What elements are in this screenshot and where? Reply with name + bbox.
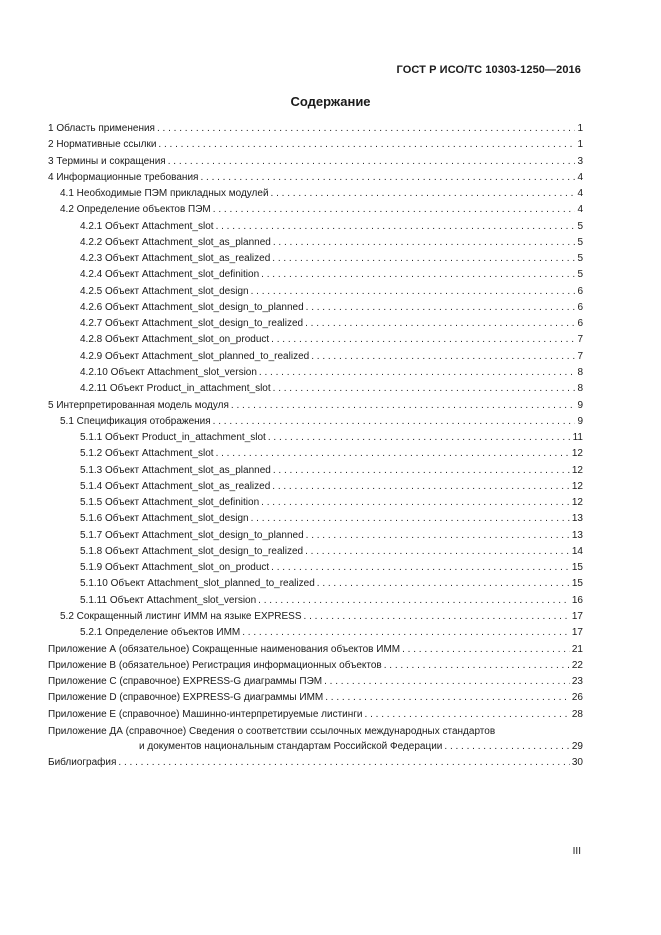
- toc-leader-dots: [118, 755, 569, 771]
- toc-leader-dots: [273, 381, 576, 397]
- toc-entry-label: Приложение В (обязательное) Регистрация информационных объектов: [48, 659, 382, 671]
- toc-leader-dots: [325, 690, 570, 706]
- toc-leader-dots: [258, 593, 570, 609]
- toc-entry-label: 4.2.7 Объект Attachment_slot_design_to_realized: [80, 318, 304, 330]
- toc-leader-dots: [158, 137, 575, 153]
- toc-entry-label: Приложение ДА (справочное) Сведения о соответствии ссылочных международных стандартов: [48, 725, 496, 737]
- toc-entry-label: 4.2.4 Объект Attachment_slot_definition: [80, 269, 260, 281]
- toc-entry-page: 6: [577, 301, 583, 313]
- toc-leader-dots: [306, 528, 570, 544]
- toc-entry-label: 5.1.8 Объект Attachment_slot_design_to_realized: [80, 545, 304, 557]
- toc-entry: [48, 674, 583, 690]
- toc-entry-label: 4.2.5 Объект Attachment_slot_design: [80, 285, 249, 297]
- toc-entry-page: 11: [572, 432, 583, 444]
- toc-entry: [48, 446, 583, 462]
- toc-entry-label-line2: и документов национальным стандартам Российской Федерации: [139, 740, 443, 752]
- toc-entry: [48, 137, 583, 153]
- toc-entry: [48, 479, 583, 495]
- toc-entry-label: Библиография: [48, 756, 117, 768]
- document-code-header: ГОСТ Р ИСО/ТС 10303-1250—2016: [396, 64, 581, 76]
- toc-leader-dots: [168, 154, 576, 170]
- toc-entry-label: 2 Нормативные ссылки: [48, 139, 157, 151]
- toc-entry: [48, 365, 583, 381]
- toc-entry-page: 21: [571, 643, 583, 655]
- toc-entry: [48, 219, 583, 235]
- toc-entry: [48, 170, 583, 186]
- toc-leader-dots: [268, 430, 571, 446]
- toc-entry-page: 14: [571, 545, 583, 557]
- toc-entry-label: Приложение D (справочное) EXPRESS-G диаграммы ИММ: [48, 692, 324, 704]
- toc-entry: [48, 186, 583, 202]
- toc-entry-label: 5.1.9 Объект Attachment_slot_on_product: [80, 562, 270, 574]
- toc-entry: [48, 528, 583, 544]
- toc-leader-dots: [216, 219, 576, 235]
- toc-entry-label: 4 Информационные требования: [48, 171, 199, 183]
- toc-leader-dots: [200, 170, 575, 186]
- toc-entry: [48, 593, 583, 609]
- toc-entry: [48, 463, 583, 479]
- toc-entry-page: 29: [571, 740, 583, 752]
- toc-leader-dots: [306, 300, 576, 316]
- toc-leader-dots: [402, 642, 570, 658]
- toc-entry-label: 5.2.1 Определение объектов ИММ: [80, 627, 241, 639]
- toc-leader-dots: [305, 316, 575, 332]
- toc-entry-page: 17: [571, 627, 583, 639]
- toc-leader-dots: [365, 707, 570, 723]
- toc-entry-page: 30: [571, 756, 583, 768]
- toc-leader-dots: [304, 609, 570, 625]
- toc-leader-dots: [271, 560, 570, 576]
- toc-entry-label: 4.2.2 Объект Attachment_slot_as_planned: [80, 236, 271, 248]
- toc-entry-label: 4.1 Необходимые ПЭМ прикладных модулей: [60, 188, 269, 200]
- toc-entry-label: 5.1.1 Объект Product_in_attachment_slot: [80, 432, 266, 444]
- toc-entry-page: 22: [571, 659, 583, 671]
- toc-entry: [48, 560, 583, 576]
- toc-entry-page: 7: [577, 350, 583, 362]
- toc-entry-page: 13: [571, 513, 583, 525]
- toc-entry-page: 5: [577, 253, 583, 265]
- toc-entry-label: 4.2.1 Объект Attachment_slot: [80, 220, 214, 232]
- toc-entry-page: 12: [571, 448, 583, 460]
- toc-entry-label: 5.2 Сокращенный листинг ИММ на языке EXPRESS: [60, 610, 302, 622]
- toc-entry: [48, 690, 583, 706]
- toc-leader-dots: [384, 658, 570, 674]
- toc-entry-label: 4.2.11 Объект Product_in_attachment_slot: [80, 383, 271, 395]
- toc-entry: [48, 267, 583, 283]
- toc-leader-dots: [273, 235, 576, 251]
- toc-entry-label: 1 Область применения: [48, 123, 155, 134]
- toc-entry: [48, 755, 583, 771]
- toc-entry-page: 8: [577, 383, 583, 395]
- toc-leader-dots: [444, 739, 569, 754]
- toc-entry-label: 4.2 Определение объектов ПЭМ: [60, 204, 211, 216]
- toc-entry-page: 7: [577, 334, 583, 346]
- toc-entry-label: 5.1 Спецификация отображения: [60, 415, 211, 427]
- toc-entry-label: Приложение А (обязательное) Сокращенные наименования объектов ИММ: [48, 643, 401, 655]
- toc-entry-page: 12: [571, 464, 583, 476]
- page-number-footer: III: [572, 846, 581, 857]
- toc-entry-label-continuation: [48, 739, 583, 754]
- toc-entry: [48, 430, 583, 446]
- toc-entry-page: 15: [571, 578, 583, 590]
- toc-entry: [48, 381, 583, 397]
- toc-entry: [48, 544, 583, 560]
- toc-entry-page: 9: [577, 415, 583, 427]
- toc-leader-dots: [213, 414, 576, 430]
- toc-entry-page: 4: [577, 204, 583, 216]
- toc-entry-label: 4.2.6 Объект Attachment_slot_design_to_planned: [80, 301, 304, 313]
- toc-entry-page: 9: [577, 399, 583, 411]
- toc-entry-page: 6: [577, 285, 583, 297]
- toc-leader-dots: [261, 495, 570, 511]
- toc-leader-dots: [261, 267, 575, 283]
- toc-entry: [48, 625, 583, 641]
- toc-entry-label: Приложение Е (справочное) Машинно-интерпретируемые листинги: [48, 708, 363, 720]
- page-title: Содержание: [290, 94, 371, 109]
- toc-entry: [48, 642, 583, 658]
- toc-leader-dots: [157, 121, 575, 137]
- toc-entry: [48, 398, 583, 414]
- toc-entry-label: 4.2.9 Объект Attachment_slot_planned_to_realized: [80, 350, 310, 362]
- toc-entry: [48, 495, 583, 511]
- toc-entry: [48, 707, 583, 723]
- table-of-contents: [48, 121, 583, 771]
- toc-leader-dots: [272, 251, 575, 267]
- toc-entry: [48, 300, 583, 316]
- toc-entry: [48, 251, 583, 267]
- toc-entry: [48, 202, 583, 218]
- toc-entry: [48, 235, 583, 251]
- toc-entry: [48, 576, 583, 592]
- toc-entry-page: 1: [577, 139, 583, 151]
- toc-leader-dots: [324, 674, 570, 690]
- toc-entry: [48, 316, 583, 332]
- toc-entry: [48, 724, 583, 754]
- toc-leader-dots: [317, 576, 570, 592]
- toc-leader-dots: [271, 332, 575, 348]
- toc-leader-dots: [231, 398, 576, 414]
- toc-entry-page: 13: [571, 529, 583, 541]
- toc-entry-page: 17: [571, 610, 583, 622]
- toc-entry: [48, 609, 583, 625]
- toc-entry: [48, 511, 583, 527]
- toc-entry: [48, 414, 583, 430]
- toc-leader-dots: [251, 511, 570, 527]
- toc-entry-label: 3 Термины и сокращения: [48, 155, 166, 167]
- toc-entry-label: 5.1.5 Объект Attachment_slot_definition: [80, 497, 260, 509]
- toc-entry-page: 23: [571, 676, 583, 688]
- toc-entry-page: 12: [571, 480, 583, 492]
- toc-entry-page: 28: [571, 708, 583, 720]
- toc-entry: [48, 121, 583, 137]
- toc-entry-page: 3: [577, 155, 583, 167]
- toc-entry-page: 6: [577, 318, 583, 330]
- toc-leader-dots: [242, 625, 570, 641]
- toc-entry-page: 15: [571, 562, 583, 574]
- toc-entry-page: 5: [577, 220, 583, 232]
- toc-entry-page: 8: [577, 366, 583, 378]
- toc-entry-label: 4.2.3 Объект Attachment_slot_as_realized: [80, 253, 271, 265]
- toc-entry: [48, 658, 583, 674]
- toc-leader-dots: [259, 365, 576, 381]
- toc-entry-label: 4.2.8 Объект Attachment_slot_on_product: [80, 334, 270, 346]
- toc-entry-page: 26: [571, 692, 583, 704]
- toc-entry-label: Приложение С (справочное) EXPRESS-G диаграммы ПЭМ: [48, 676, 323, 688]
- toc-leader-dots: [272, 479, 570, 495]
- toc-entry-label: 4.2.10 Объект Attachment_slot_version: [80, 366, 257, 378]
- toc-entry-label: 5.1.11 Объект Attachment_slot_version: [80, 594, 257, 606]
- toc-entry-label: 5.1.3 Объект Attachment_slot_as_planned: [80, 464, 271, 476]
- toc-entry: [48, 154, 583, 170]
- toc-entry: [48, 349, 583, 365]
- toc-entry-page: 5: [577, 236, 583, 248]
- toc-entry-page: 12: [571, 497, 583, 509]
- toc-leader-dots: [271, 186, 576, 202]
- toc-entry-label: 5 Интерпретированная модель модуля: [48, 399, 229, 411]
- toc-entry-page: 16: [571, 594, 583, 606]
- toc-leader-dots: [251, 284, 576, 300]
- toc-leader-dots: [273, 463, 570, 479]
- toc-entry-label: 5.1.10 Объект Attachment_slot_planned_to_realized: [80, 578, 315, 590]
- toc-entry-page: 5: [577, 269, 583, 281]
- toc-entry-page: 1: [577, 123, 583, 134]
- toc-leader-dots: [213, 202, 576, 218]
- toc-entry-label: 5.1.7 Объект Attachment_slot_design_to_planned: [80, 529, 304, 541]
- toc-entry: [48, 284, 583, 300]
- toc-entry-label: 5.1.2 Объект Attachment_slot: [80, 448, 214, 460]
- toc-leader-dots: [305, 544, 570, 560]
- toc-leader-dots: [311, 349, 575, 365]
- toc-entry: [48, 332, 583, 348]
- toc-entry-page: 4: [577, 171, 583, 183]
- toc-entry-label: 5.1.4 Объект Attachment_slot_as_realized: [80, 480, 271, 492]
- toc-leader-dots: [216, 446, 570, 462]
- toc-entry-label: 5.1.6 Объект Attachment_slot_design: [80, 513, 249, 525]
- toc-entry-page: 4: [577, 188, 583, 200]
